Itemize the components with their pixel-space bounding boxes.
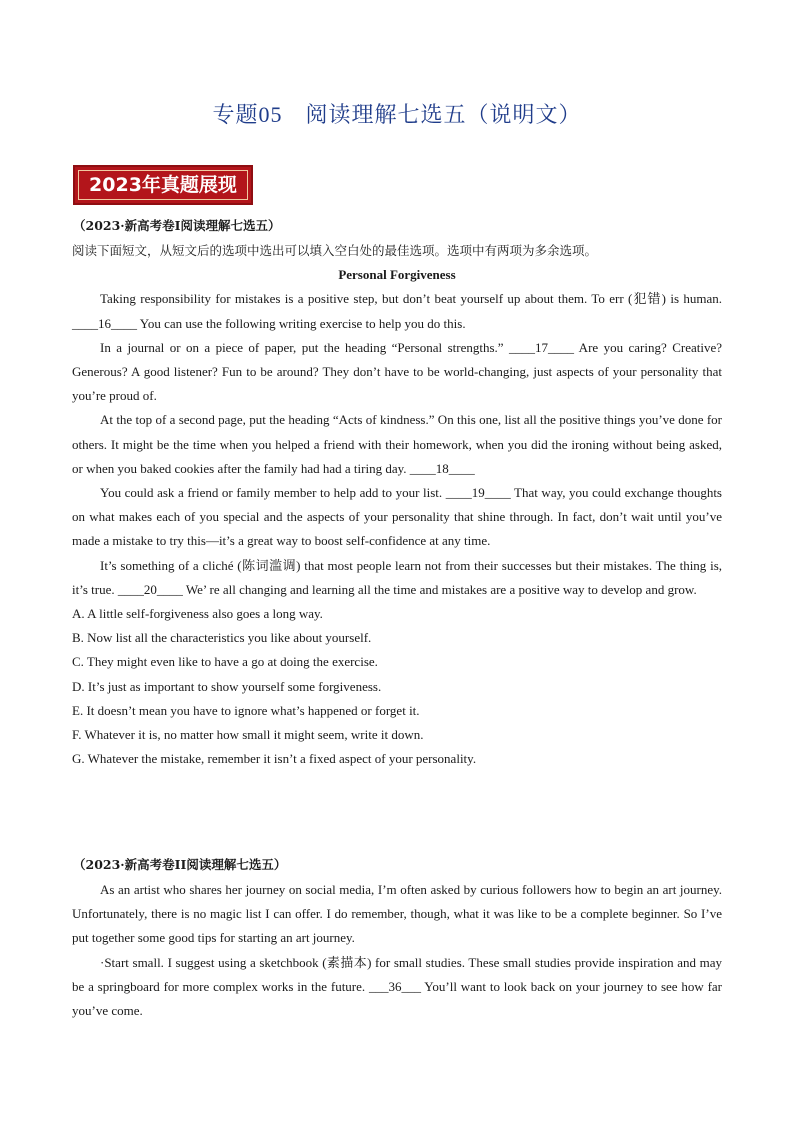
section1-body: [72, 239, 722, 771]
paragraph: In a journal or on a piece of paper, put the heading “Personal strengths.” ____17____ Are you caring? Creative? Generous? A good listener? Fun to be around? They don’t have to be world-changing, just aspects of your personality that you’re proud of.: [72, 339, 722, 404]
section2-body: [72, 878, 722, 1023]
instruction-text: 阅读下面短文，从短文后的选项中选出可以填入空白处的最佳选项。选项中有两项为多余选项。: [72, 243, 598, 258]
passage-heading: Personal Forgiveness: [338, 267, 456, 283]
option-c: C. They might even like to have a go at doing the exercise.: [72, 654, 378, 670]
option-d: D. It’s just as important to show yourself some forgiveness.: [72, 678, 382, 694]
option-e: E. It doesn’t mean you have to ignore what’s happened or forget it.: [72, 702, 420, 718]
paragraph: As an artist who shares her journey on social media, I’m often asked by curious followers how to begin an art journey. Unfortunately, there is no magic list I can offer. I do remember, though, what it was like to be a complete beginner. So I’ve put together some good tips for starting an art journey.: [72, 882, 722, 946]
section2-source: （2023·新高考卷II阅读理解七选五）: [73, 857, 287, 872]
paragraph: Taking responsibility for mistakes is a positive step, but don’t beat yourself up about them. To err (犯错) is human. ____16____ You can use the following writing exercise to help you do this.: [72, 291, 722, 331]
paragraph: At the top of a second page, put the heading “Acts of kindness.” On this one, list all the positive things you’ve done for others. It might be the time when you helped a friend with their homework, when you did the ironing without being asked, or when you baked cookies after the family had had a tiring day. ____18____: [72, 412, 722, 476]
page-title: 专题05 阅读理解七选五（说明文）: [212, 102, 582, 127]
option-a: A. A little self-forgiveness also goes a long way.: [72, 606, 323, 622]
paragraph: It’s something of a cliché (陈词滥调) that most people learn not from their successes but their mistakes. The thing is, it’s true. ____20____ We’ re all changing and learning all the time and mistakes are a positive way to develop and grow.: [72, 557, 722, 597]
paragraph: ·Start small. I suggest using a sketchbook (素描本) for small studies. These small studies provide inspiration and may be a springboard for more complex works in the future. ___36___ You’ll want to look back on your journey to see how far you’ve come.: [72, 954, 722, 1019]
paragraph: You could ask a friend or family member to help add to your list. ____19____ That way, you could exchange thoughts on what makes each of you special and the aspects of your personality that shine through. In fact, don’t wait until you’ve made a mistake to try this—it’s a great way to boost self-confidence at any time.: [72, 485, 722, 549]
option-b: B. Now list all the characteristics you like about yourself.: [72, 630, 372, 646]
section-banner: [73, 165, 253, 205]
option-f: F. Whatever it is, no matter how small it might seem, write it down.: [72, 727, 424, 743]
section1-source: （2023·新高考卷I阅读理解七选五）: [73, 218, 281, 233]
banner-label: 2023年真题展现: [89, 174, 237, 196]
option-g: G. Whatever the mistake, remember it isn’t a fixed aspect of your personality.: [72, 751, 477, 767]
